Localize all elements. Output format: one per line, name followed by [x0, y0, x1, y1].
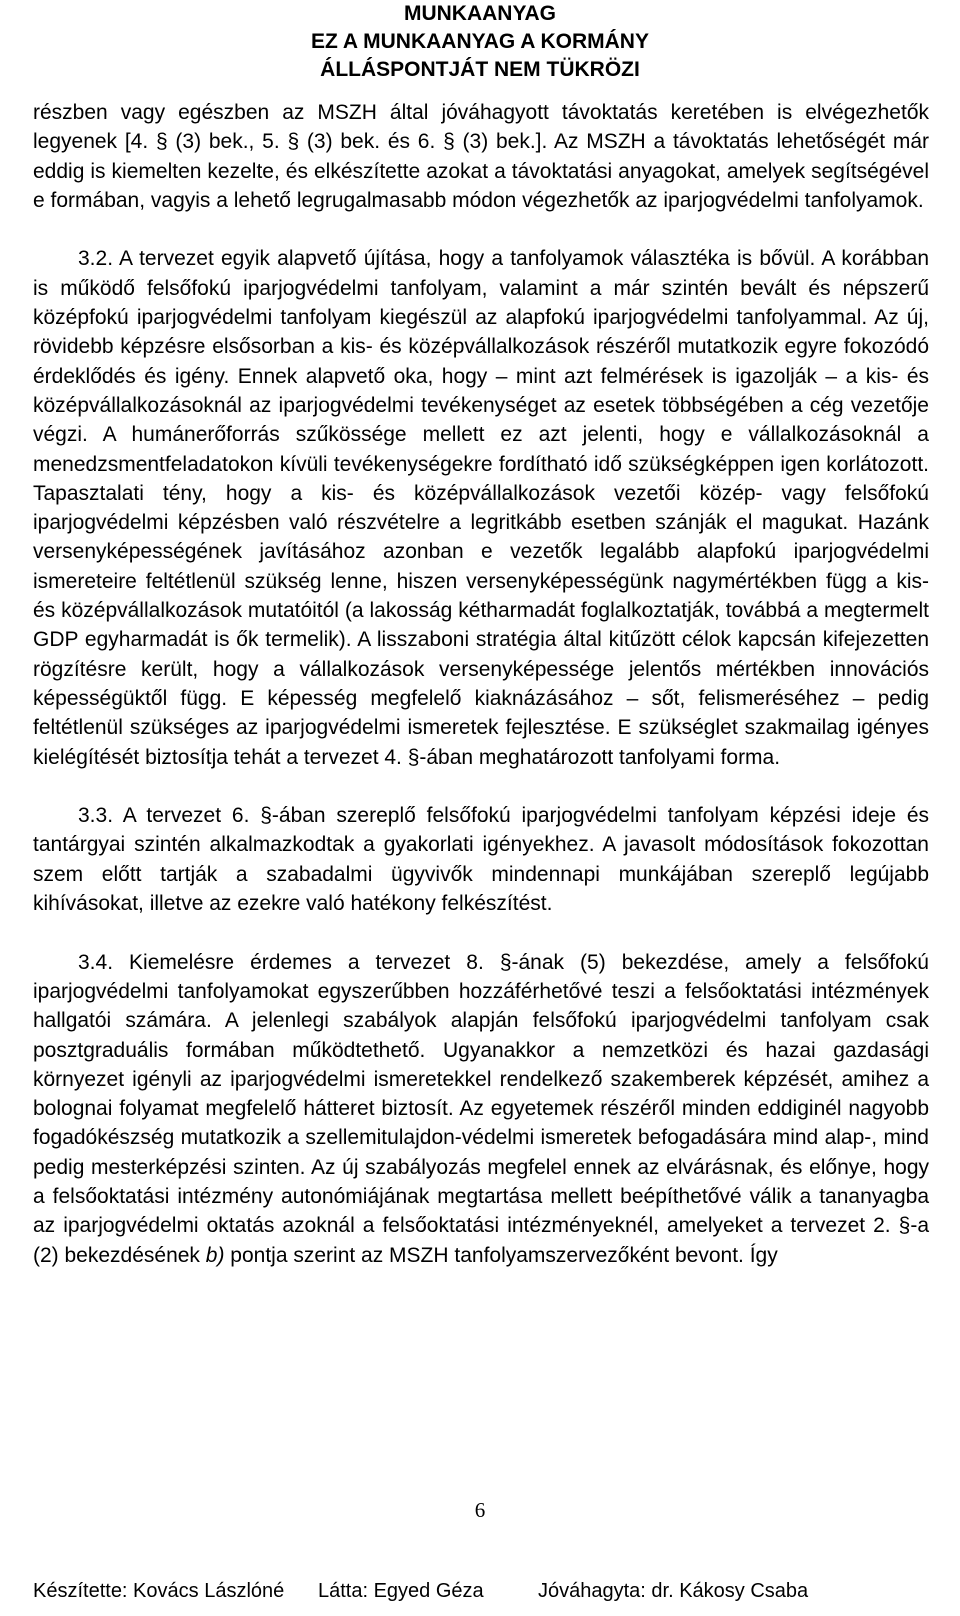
paragraph-3-4-text-b: pontja szerint az MSZH tanfolyamszervezőként bevont. Így	[224, 1243, 778, 1267]
page-number: 6	[474, 1498, 486, 1522]
footer	[33, 1577, 929, 1605]
paragraph-3-2: 3.2. A tervezet egyik alapvető újítása, hogy a tanfolyamok választéka is bővül. A korábban is működő felsőfokú iparjogvédelmi tanfolyam, valamint a már szintén bevált és népszerű középfokú iparjogvédelmi tanfolyam kiegészül az alapfokú iparjogvédelmi tanfolyammal. Az új, rövidebb képzésre elsősorban a kis- és középvállalkozások részéről mutatkozik egyre fokozódó érdeklődés és igény. Ennek alapvető oka, hogy – mint azt felmérések is igazolják – a kis- és középvállalkozásoknál az iparjogvédelmi tevékenységet az esetek többségében a cég vezetője végzi. A humánerőforrás szűkössége mellett ez azt jelenti, hogy e vállalkozásoknál a menedzsmentfeladatokon kívüli tevékenységekre fordítható idő szükségképpen igen korlátozott. Tapasztalati tény, hogy a kis- és középvállalkozások vezetői közép- vagy felsőfokú iparjogvédelmi képzésben való részvételre a legritkább esetben szánják el magukat. Hazánk versenyképességének javításához azonban e vezetők legalább alapfokú iparjogvédelmi ismereteire feltétlenül szükség lenne, hiszen versenyképességünk nagymértékben függ a kis- és középvállalkozások mutatóitól (a lakosság kétharmadát foglalkoztatják, továbbá a megtermelt GDP egyharmadát is ők termelik). A lisszaboni stratégia által kitűzött célok kapcsán kifejezetten rögzítésre került, hogy a vállalkozások versenyképessége jelentős mértékben innovációs képességüktől függ. E képesség megfelelő kiaknázásához – sőt, felismeréséhez – pedig feltétlenül szükséges az iparjogvédelmi ismeretek fejlesztése. E szükséglet szakmailag igényes kielégítését biztosítja tehát a tervezet 4. §-ában meghatározott tanfolyami forma.	[33, 247, 929, 769]
draft-notice-header	[0, 0, 960, 84]
header-line-1: MUNKAANYAG	[403, 2, 557, 25]
document-body	[33, 98, 929, 1270]
paragraph-3-4-italic: b)	[205, 1243, 225, 1267]
footer-seen-by: Látta: Egyed Géza	[318, 1580, 484, 1602]
footer-approved-by: Jóváhagyta: dr. Kákosy Csaba	[538, 1580, 809, 1602]
paragraph-3-3: 3.3. A tervezet 6. §-ában szereplő felsőfokú iparjogvédelmi tanfolyam képzési ideje és tantárgyai szintén alkalmazkodtak a gyakorlati igényekhez. A javasolt módosítások fokozottan szem előtt tartják a szabadalmi ügyvivők mindennapi munkájában szereplő legújabb kihívásokat, illetve az ezekre való hatékony felkészítést.	[33, 804, 929, 916]
paragraph-continued: részben vagy egészben az MSZH által jóváhagyott távoktatás keretében is elvégezhetők legyenek [4. § (3) bek., 5. § (3) bek. és 6. § (3) bek.]. Az MSZH a távoktatás lehetőségét már eddig is kiemelten kezelte, és elkészítette azokat a távoktatási anyagokat, amelyek segítségével e formában, vagyis a lehető legrugalmasabb módon végezhetők az iparjogvédelmi tanfolyamok.	[33, 101, 929, 212]
footer-prepared-by: Készítette: Kovács Lászlóné	[33, 1580, 285, 1602]
header-line-3: ÁLLÁSPONTJÁT NEM TÜKRÖZI	[320, 58, 640, 81]
paragraph-3-4-text-a: 3.4. Kiemelésre érdemes a tervezet 8. §-ának (5) bekezdése, amely a felsőfokú iparjogvédelmi tanfolyamokat egyszerűbben hozzáférhetővé teszi a felsőoktatási intézmények hallgatói számára. A jelenlegi szabályok alapján felsőfokú iparjogvédelmi tanfolyam csak posztgraduális formában működtethető. Ugyanakkor a nemzetközi és hazai gazdasági környezet igényli az iparjogvédelmi ismeretekkel rendelkező szakemberek képzését, amihez a bolognai folyamat megfelelő hátteret biztosít. Az egyetemek részéről minden eddiginél nagyobb fogadókészség mutatkozik a szellemitulajdon-védelmi ismeretek befogadására mind alap-, mind pedig mesterképzési szinten. Az új szabályozás megfelel ennek az elvárásnak, és előnye, hogy a felsőoktatási intézmény autonómiájának megtartása mellett beépíthetővé válik a tananyagba az iparjogvédelmi oktatás azoknál a felsőoktatási intézményeknél, amelyeket a tervezet 2. §-a (2) bekezdésének	[33, 950, 929, 1267]
paragraph-3-4	[33, 948, 929, 1270]
header-line-2: EZ A MUNKAANYAG A KORMÁNY	[311, 30, 649, 53]
